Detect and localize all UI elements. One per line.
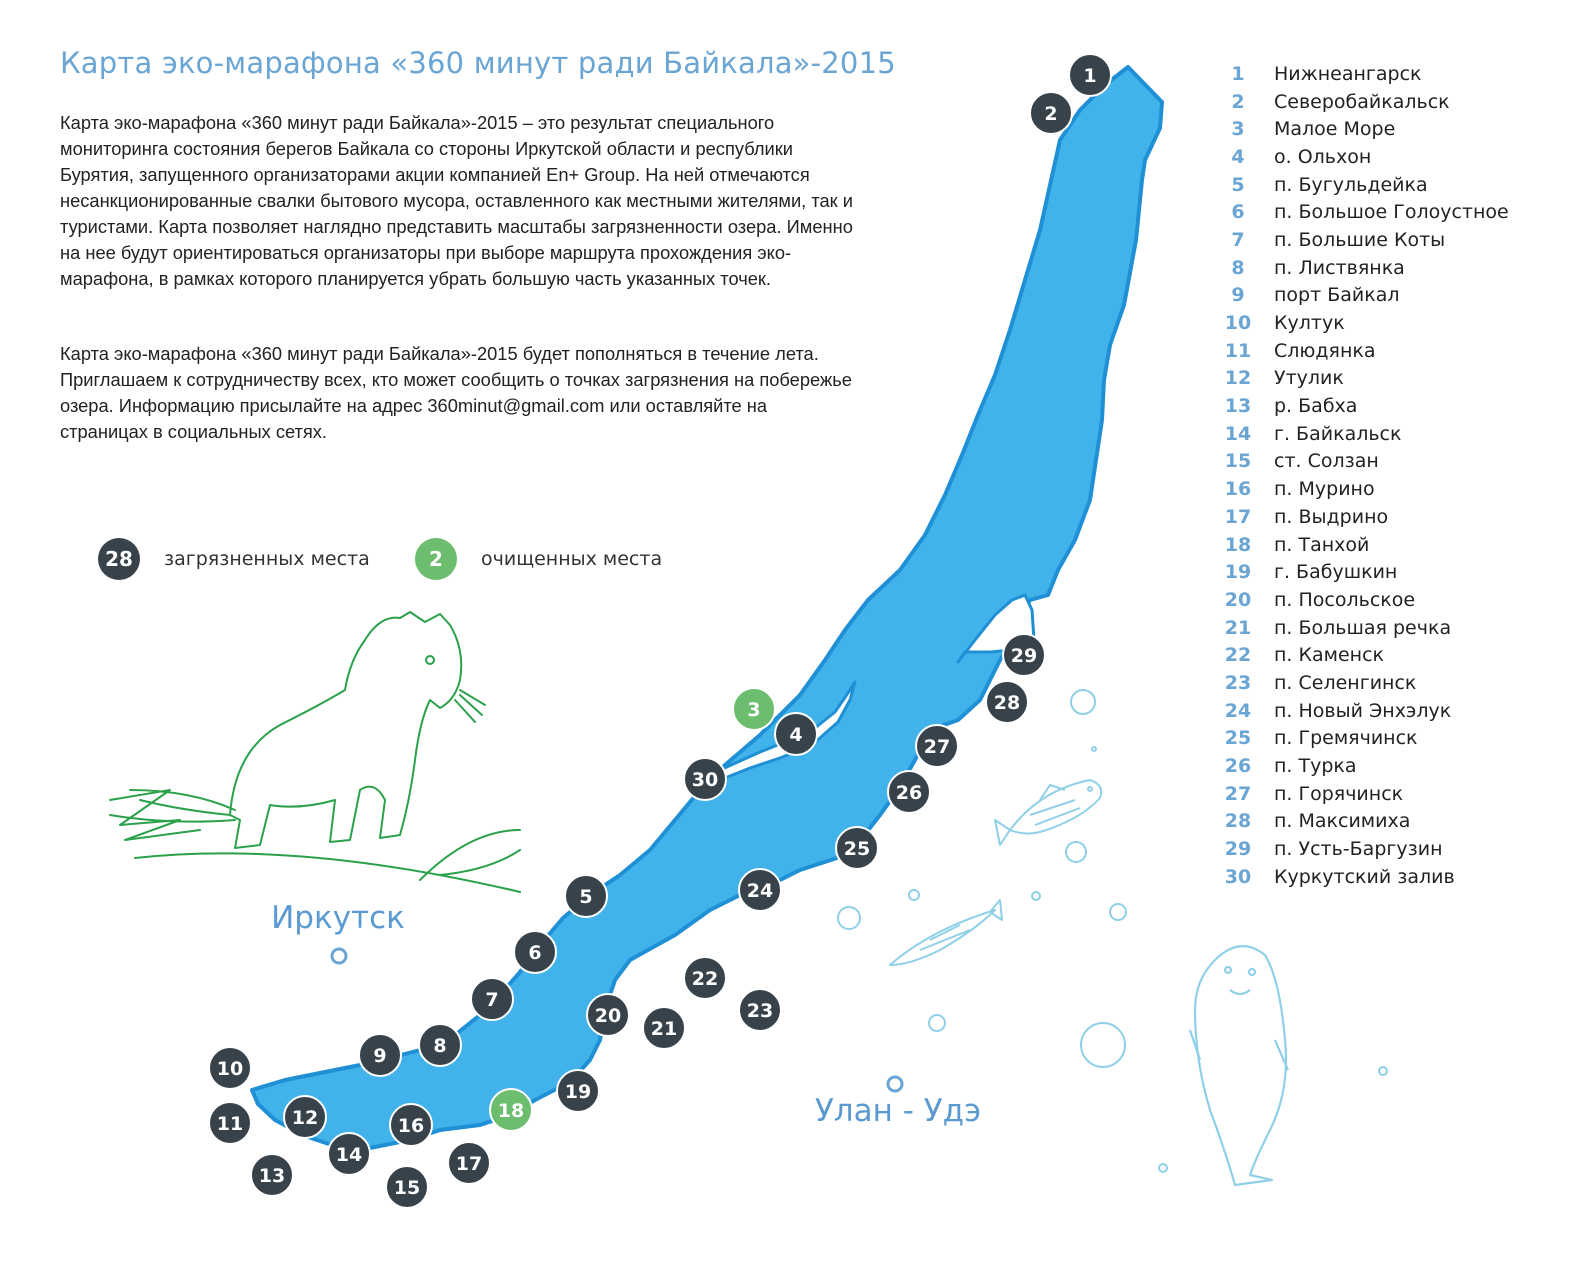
map-marker-12[interactable] [284,1096,326,1138]
ulan-ude-city-marker [888,1077,902,1091]
place-name: п. Мурино [1274,478,1375,501]
map-marker-26[interactable] [888,771,930,813]
place-number: 22 [1224,644,1252,667]
map-marker-23[interactable] [739,989,781,1031]
map-marker-number: 27 [923,736,951,758]
place-name: п. Большая речка [1274,616,1452,639]
place-name: п. Большие Коты [1274,228,1446,251]
place-list-item [1222,60,1542,88]
map-marker-number: 22 [691,968,719,990]
place-list-item [1222,448,1542,476]
place-list-item [1222,420,1542,448]
place-number: 8 [1231,256,1245,279]
legend-cleaned-label: очищенных места [481,548,663,570]
place-list-item [1222,309,1542,337]
map-marker-17[interactable] [448,1142,490,1184]
map-marker-25[interactable] [836,827,878,869]
place-number: 30 [1224,865,1252,888]
place-list-item [1222,392,1542,420]
map-marker-number: 11 [216,1113,244,1135]
place-name: о. Ольхон [1274,145,1372,168]
map-marker-number: 5 [579,886,593,908]
place-number: 1 [1231,62,1245,85]
place-name: Слюдянка [1274,339,1376,362]
place-number: 18 [1224,533,1252,556]
map-marker-16[interactable] [390,1104,432,1146]
map-marker-number: 13 [258,1165,286,1187]
place-list-item [1222,780,1542,808]
ulan-ude-city-label: Улан - Удэ [814,1093,982,1129]
legend-cleaned [415,538,662,580]
place-number: 13 [1224,395,1252,418]
place-name: п. Турка [1274,755,1357,778]
map-marker-27[interactable] [916,725,958,767]
legend-polluted-badge: 28 [98,538,140,580]
place-name: п. Гремячинск [1274,727,1418,750]
map-marker-number: 7 [485,989,499,1011]
place-list-item [1222,586,1542,614]
place-name: ст. Солзан [1274,450,1379,473]
map-marker-number: 25 [843,838,871,860]
map-marker-24[interactable] [739,869,781,911]
place-name: Утулик [1274,367,1344,390]
map-marker-13[interactable] [251,1154,293,1196]
place-name: п. Каменск [1274,644,1385,667]
place-list-item [1222,171,1542,199]
place-name: п. Выдрино [1274,505,1389,528]
place-name: п. Селенгинск [1274,671,1417,694]
place-number: 20 [1224,588,1252,611]
map-marker-7[interactable] [471,978,513,1020]
place-list-item [1222,531,1542,559]
place-number: 16 [1224,478,1252,501]
place-number: 4 [1231,145,1245,168]
place-number: 3 [1231,118,1245,141]
map-marker-15[interactable] [386,1166,428,1208]
place-number: 25 [1224,727,1252,750]
map-marker-22[interactable] [684,957,726,999]
place-number: 9 [1231,284,1245,307]
place-name: Куркутский залив [1274,865,1455,888]
place-list-item [1222,475,1542,503]
place-number: 21 [1224,616,1252,639]
place-list-item [1222,863,1542,891]
map-marker-number: 8 [433,1035,447,1057]
place-number: 17 [1224,505,1252,528]
irkutsk-city-marker [332,949,346,963]
map-marker-number: 17 [455,1153,483,1175]
legend-polluted-label: загрязненных места [164,548,370,570]
place-name: п. Горячинск [1274,782,1404,805]
map-marker-14[interactable] [328,1133,370,1175]
map-marker-number: 18 [497,1100,525,1122]
map-marker-number: 14 [335,1144,363,1166]
place-list-item [1222,725,1542,753]
place-list-item [1222,115,1542,143]
map-marker-21[interactable] [643,1007,685,1049]
place-number: 10 [1224,312,1252,335]
place-name: г. Бабушкин [1274,561,1398,584]
map-marker-29[interactable] [1003,634,1045,676]
map-marker-10[interactable] [209,1047,251,1089]
map-marker-number: 16 [397,1115,425,1137]
place-number: 23 [1224,671,1252,694]
place-list-item [1222,282,1542,310]
place-number: 11 [1224,339,1252,362]
place-list-item [1222,697,1542,725]
map-marker-number: 3 [747,699,761,721]
place-list-item [1222,752,1542,780]
map-marker-19[interactable] [557,1070,599,1112]
map-marker-30[interactable] [684,758,726,800]
map-marker-number: 29 [1010,645,1038,667]
place-number: 5 [1231,173,1245,196]
place-name: Северобайкальск [1274,90,1450,113]
map-marker-number: 6 [528,942,542,964]
map-marker-8[interactable] [419,1024,461,1066]
place-list-item [1222,835,1542,863]
place-name: п. Листвянка [1274,256,1405,279]
place-name: р. Бабха [1274,395,1358,418]
map-marker-20[interactable] [587,994,629,1036]
map-marker-number: 1 [1083,65,1097,87]
perch-fish-illustration [995,780,1101,845]
place-number: 29 [1224,838,1252,861]
place-name: п. Танхой [1274,533,1370,556]
map-marker-28[interactable] [986,681,1028,723]
map-marker-number: 24 [746,880,774,902]
map-marker-number: 4 [789,724,803,746]
place-name: п. Новый Энхэлук [1274,699,1452,722]
map-marker-number: 23 [746,1000,774,1022]
place-list-item [1222,641,1542,669]
place-list-item [1222,365,1542,393]
sable-illustration [110,612,520,892]
map-marker-3[interactable] [733,688,775,730]
place-list-item [1222,198,1542,226]
baikal-seal-illustration [1190,946,1288,1185]
place-name: п. Бугульдейка [1274,173,1428,196]
legend-cleaned-badge: 2 [415,538,457,580]
map-marker-number: 26 [895,782,923,804]
map-marker-11[interactable] [209,1102,251,1144]
place-list-item [1222,143,1542,171]
map-marker-number: 15 [393,1177,421,1199]
place-name: Култук [1274,312,1345,335]
place-list-item [1222,808,1542,836]
description-paragraph-1: Карта эко-марафона «360 минут ради Байкала»-2015 – это результат специального мониторинга состояния берегов Байкала со стороны Иркутской области и республики Бурятия, запущенного организаторами акции компанией En+ Group. На ней отмечаются несанкционированные свалки бытового мусора, оставленного как местными жителями, так и туристами. Карта позволяет наглядно представить масштабы загрязненности озера. Именно на нее будут ориентироваться организаторы при выборе маршрута прохождения эко-марафона, в рамках которого планируется убрать большую часть указанных точек. [60,112,853,289]
place-list-item [1222,337,1542,365]
map-marker-number: 2 [1044,103,1058,125]
places-list [1222,60,1542,891]
place-number: 12 [1224,367,1252,390]
map-marker-number: 19 [564,1081,592,1103]
map-marker-number: 12 [291,1107,319,1129]
map-marker-number: 21 [650,1018,678,1040]
place-list-item [1222,669,1542,697]
map-marker-number: 9 [373,1045,387,1067]
omul-fish-illustration [890,900,1002,965]
place-name: Малое Море [1274,118,1396,141]
place-name: п. Посольское [1274,588,1416,611]
description-paragraph-2: Карта эко-марафона «360 минут ради Байкала»-2015 будет пополняться в течение лета. Приглашаем к сотрудничеству всех, кто может сообщить о точках загрязнения на побережье озера. Информацию присылайте на адрес 360minut@gmail.com или оставляйте на страницах в социальных сетях. [60,343,852,442]
place-name: г. Байкальск [1274,422,1402,445]
place-list-item [1222,503,1542,531]
place-list-item [1222,226,1542,254]
place-list-item [1222,254,1542,282]
place-number: 6 [1231,201,1245,224]
place-name: Нижнеангарск [1274,62,1422,85]
place-number: 27 [1224,782,1252,805]
place-list-item [1222,614,1542,642]
place-name: п. Усть-Баргузин [1274,838,1443,861]
map-marker-number: 28 [993,692,1021,714]
place-number: 7 [1231,228,1245,251]
place-number: 15 [1224,450,1252,473]
irkutsk-city-label: Иркутск [271,900,405,936]
place-number: 26 [1224,755,1252,778]
map-marker-4[interactable] [775,713,817,755]
place-list-item [1222,558,1542,586]
map-marker-18[interactable] [490,1089,532,1131]
place-name: п. Максимиха [1274,810,1411,833]
place-name: п. Большое Голоустное [1274,201,1509,224]
map-marker-number: 30 [691,769,719,791]
place-number: 2 [1231,90,1245,113]
place-list-item [1222,88,1542,116]
map-marker-1[interactable] [1069,54,1111,96]
map-marker-number: 20 [594,1005,622,1027]
place-name: порт Байкал [1274,284,1400,307]
map-marker-5[interactable] [565,875,607,917]
map-marker-number: 10 [216,1058,244,1080]
place-number: 28 [1224,810,1252,833]
place-number: 24 [1224,699,1252,722]
map-marker-2[interactable] [1030,92,1072,134]
place-number: 14 [1224,422,1252,445]
legend-polluted [98,538,370,580]
map-marker-6[interactable] [514,931,556,973]
map-marker-9[interactable] [359,1034,401,1076]
place-number: 19 [1224,561,1252,584]
page-title: Карта эко-марафона «360 минут ради Байкала»-2015 [60,46,896,80]
